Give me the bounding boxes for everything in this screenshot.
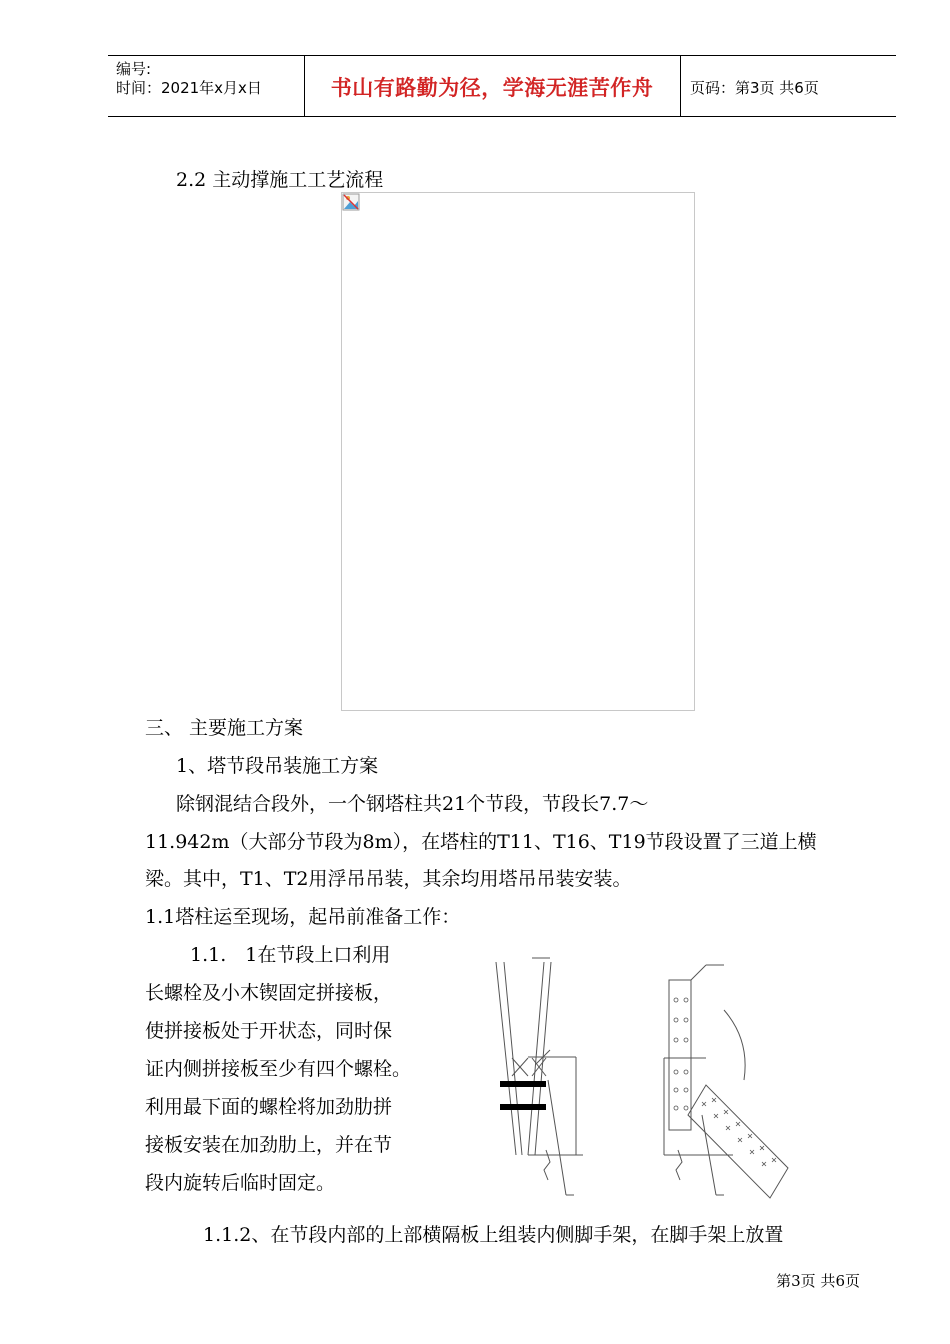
header-time-label: 时间：2021年x月x日: [116, 79, 262, 97]
subsection-1-title: 1、塔节段吊装施工方案: [176, 755, 379, 777]
section-2-2-title: 2.2 主动撑施工工艺流程: [176, 169, 384, 191]
item-1-line: 1.1. 1在节段上口利用: [190, 944, 391, 966]
broken-image-icon: [342, 193, 360, 211]
paragraph-line: 除钢混结合段外，一个钢塔柱共21个节段，节段长7.7～: [176, 793, 649, 815]
splice-plate-drawing: [488, 940, 818, 1205]
item-1-line: 证内侧拼接板至少有四个螺栓。: [145, 1058, 412, 1080]
flowchart-image-placeholder: [341, 192, 695, 711]
paragraph-line: 梁。其中，T1、T2用浮吊吊装，其余均用塔吊吊装安装。: [145, 868, 632, 890]
section-3-title: 三、 主要施工方案: [145, 717, 304, 739]
header-page-label: 页码：第3页 共6页: [690, 79, 819, 97]
header-number-label: 编号:: [116, 60, 152, 78]
header-bottom-rule: [108, 116, 896, 117]
paragraph-line: 11.942m（大部分节段为8m），在塔柱的T11、T16、T19节段设置了三道上横: [145, 831, 817, 853]
item-1-line: 利用最下面的螺栓将加劲肋拼: [145, 1096, 393, 1118]
item-1-line: 接板安装在加劲肋上，并在节: [145, 1134, 393, 1156]
header-top-rule: [108, 55, 896, 56]
item-1-line: 段内旋转后临时固定。: [145, 1172, 336, 1194]
item-2-line: 1.1.2、在节段内部的上部横隔板上组装内侧脚手架，在脚手架上放置: [203, 1224, 784, 1246]
subsection-1-1-title: 1.1塔柱运至现场，起吊前准备工作：: [145, 906, 461, 928]
header-motto: 书山有路勤为径，学海无涯苦作舟: [330, 76, 654, 100]
footer-page-number: 第3页 共6页: [776, 1272, 860, 1290]
header-divider-right: [680, 55, 681, 117]
item-1-line: 长螺栓及小木锲固定拼接板，: [145, 982, 393, 1004]
item-1-line: 使拼接板处于开状态，同时保: [145, 1020, 393, 1042]
